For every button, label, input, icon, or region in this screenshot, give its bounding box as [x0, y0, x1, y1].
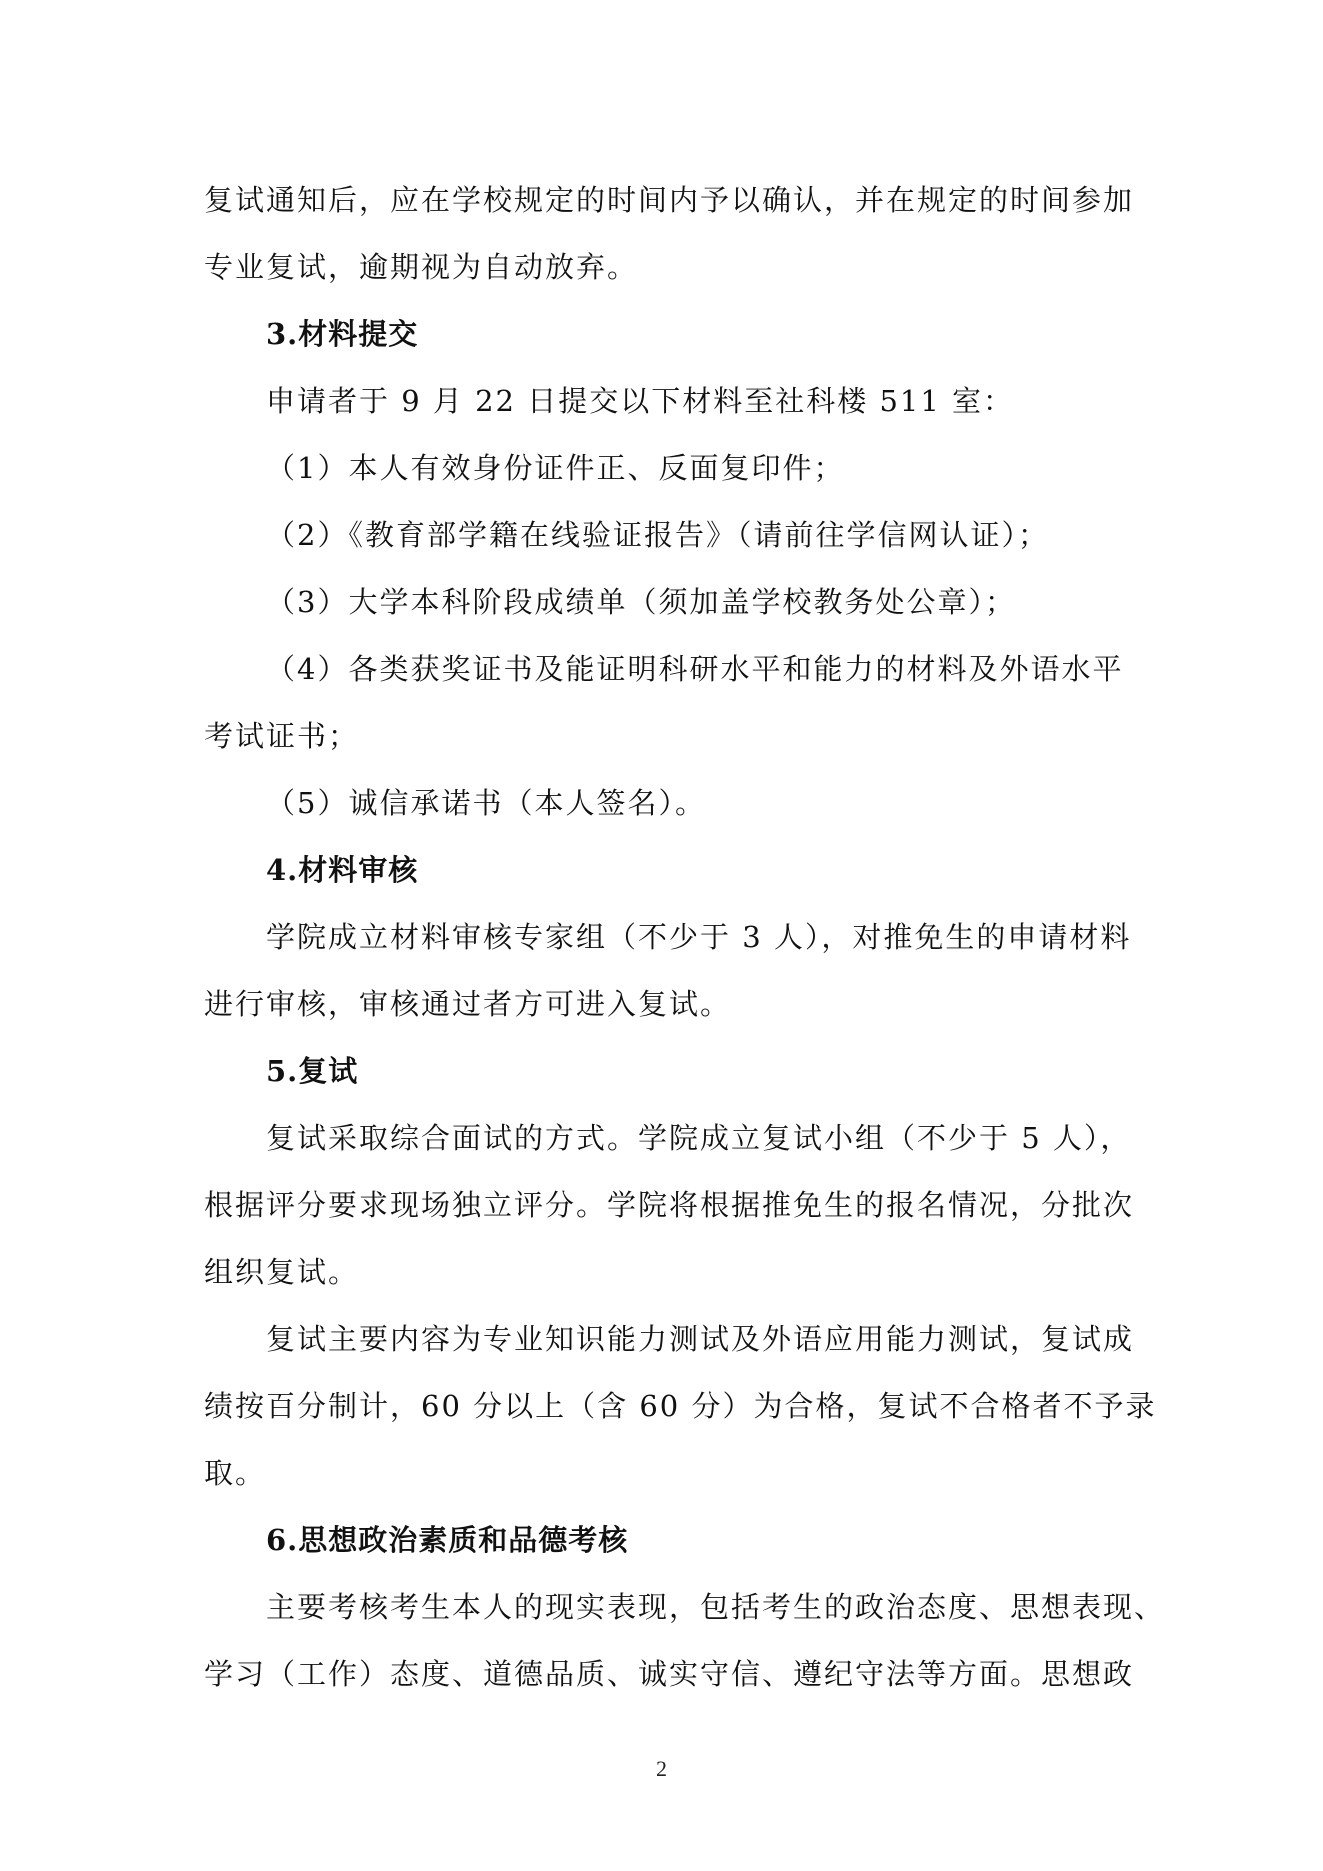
page-number: 2 — [656, 1756, 667, 1781]
text-line: 取。 — [204, 1456, 267, 1490]
text-line: 主要考核考生本人的现实表现，包括考生的政治态度、思想表现、 — [266, 1590, 1166, 1624]
text-line: 根据评分要求现场独立评分。学院将根据推免生的报名情况，分批次 — [204, 1188, 1135, 1222]
section-heading: 4.材料审核 — [266, 853, 419, 887]
text-line: 专业复试，逾期视为自动放弃。 — [204, 250, 639, 284]
section-heading: 5.复试 — [266, 1054, 359, 1088]
document-body — [204, 176, 1166, 1717]
text-line: （4）各类获奖证书及能证明科研水平和能力的材料及外语水平 — [266, 652, 1124, 686]
text-line: 学习（工作）态度、道德品质、诚实守信、遵纪守法等方面。思想政 — [204, 1657, 1135, 1691]
section-heading: 3.材料提交 — [266, 317, 419, 351]
text-line: 组织复试。 — [204, 1255, 360, 1289]
text-line: 复试主要内容为专业知识能力测试及外语应用能力测试，复试成 — [266, 1322, 1135, 1356]
text-line: （3）大学本科阶段成绩单（须加盖学校教务处公章）； — [266, 585, 1016, 619]
text-line: 复试通知后，应在学校规定的时间内予以确认，并在规定的时间参加 — [204, 183, 1135, 217]
text-line: （2）《教育部学籍在线验证报告》（请前往学信网认证）； — [266, 518, 1049, 552]
text-line: 绩按百分制计，60 分以上（含 60 分）为合格，复试不合格者不予录 — [204, 1389, 1157, 1423]
text-line: （5）诚信承诺书（本人签名）。 — [266, 786, 706, 820]
text-line: 考试证书； — [204, 719, 360, 753]
section-heading: 6.思想政治素质和品德考核 — [266, 1523, 629, 1557]
text-line: 复试采取综合面试的方式。学院成立复试小组（不少于 5 人）， — [266, 1121, 1132, 1155]
text-line: 学院成立材料审核专家组（不少于 3 人），对推免生的申请材料 — [266, 920, 1132, 954]
text-line: 申请者于 9 月 22 日提交以下材料至社科楼 511 室： — [266, 384, 1015, 418]
text-line: （1）本人有效身份证件正、反面复印件； — [266, 451, 845, 485]
text-line: 进行审核，审核通过者方可进入复试。 — [204, 987, 732, 1021]
